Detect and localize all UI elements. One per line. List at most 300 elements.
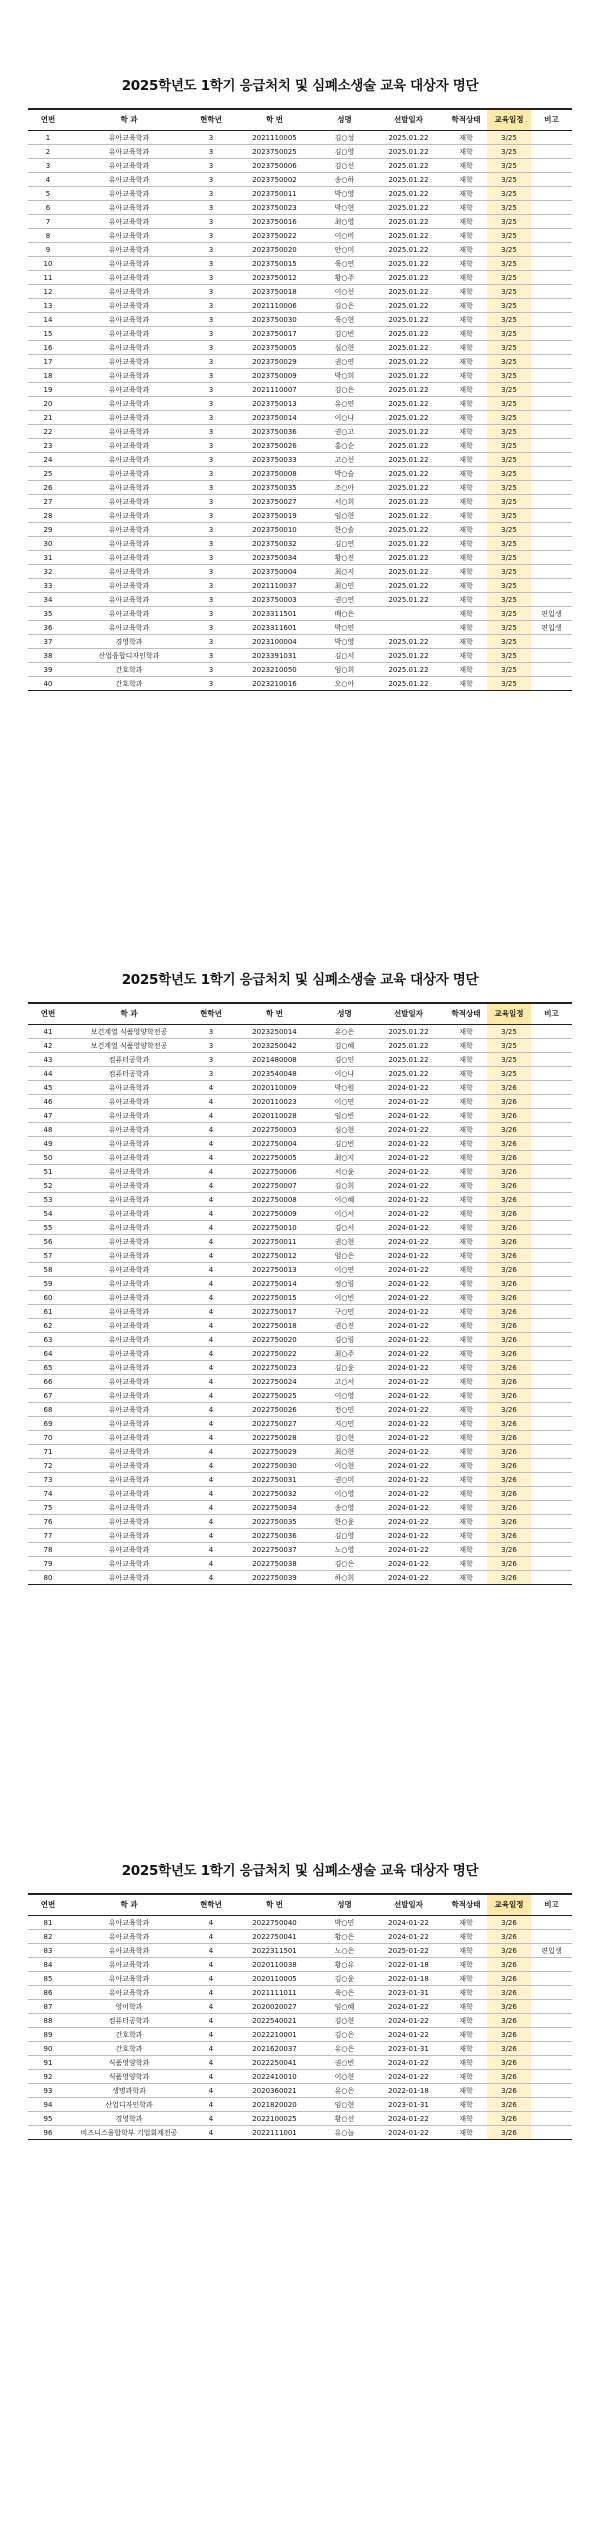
cell-no: 9 <box>28 243 68 257</box>
cell-grade: 3 <box>190 341 232 355</box>
cell-schedule: 3/26 <box>487 1109 531 1123</box>
cell-grade: 3 <box>190 1025 232 1039</box>
col-grade-header: 현학년 <box>190 1003 232 1025</box>
cell-name: 박○원 <box>317 1081 372 1095</box>
cell-selection-date: 2025-01-22 <box>372 1944 445 1958</box>
table-row <box>28 313 572 327</box>
cell-student-id: 2022750039 <box>232 1571 317 1585</box>
cell-student-id: 2021110006 <box>232 299 317 313</box>
cell-note <box>531 467 572 481</box>
table-row <box>28 201 572 215</box>
cell-student-id: 2022750003 <box>232 1123 317 1137</box>
col-note-header: 비고 <box>531 109 572 131</box>
cell-grade: 4 <box>190 2084 232 2098</box>
cell-no: 31 <box>28 551 68 565</box>
table-row <box>28 1207 572 1221</box>
cell-selection-date: 2024-01-22 <box>372 1319 445 1333</box>
cell-schedule: 3/25 <box>487 551 531 565</box>
cell-department: 유아교육학과 <box>68 1207 190 1221</box>
table-row <box>28 173 572 187</box>
cell-department: 유아교육학과 <box>68 1571 190 1585</box>
cell-grade: 4 <box>190 1263 232 1277</box>
cell-status: 재학 <box>445 509 487 523</box>
cell-name: 황○주 <box>317 271 372 285</box>
cell-no: 86 <box>28 1986 68 2000</box>
cell-selection-date: 2024-01-22 <box>372 1263 445 1277</box>
cell-grade: 4 <box>190 1986 232 2000</box>
cell-no: 80 <box>28 1571 68 1585</box>
cell-schedule: 3/25 <box>487 663 531 677</box>
cell-student-id: 2023750032 <box>232 537 317 551</box>
cell-no: 50 <box>28 1151 68 1165</box>
cell-note <box>531 1137 572 1151</box>
cell-selection-date: 2024-01-22 <box>372 1501 445 1515</box>
cell-no: 60 <box>28 1291 68 1305</box>
table-row <box>28 369 572 383</box>
cell-no: 5 <box>28 187 68 201</box>
cell-student-id: 2023311601 <box>232 621 317 635</box>
cell-status: 재학 <box>445 1221 487 1235</box>
cell-status: 재학 <box>445 607 487 621</box>
col-status-header: 학적상태 <box>445 1003 487 1025</box>
cell-department: 유아교육학과 <box>68 1249 190 1263</box>
cell-schedule: 3/25 <box>487 187 531 201</box>
cell-selection-date: 2024-01-22 <box>372 1333 445 1347</box>
cell-no: 1 <box>28 131 68 145</box>
cell-selection-date: 2025.01.22 <box>372 537 445 551</box>
cell-student-id: 2022750031 <box>232 1473 317 1487</box>
cell-department: 유아교육학과 <box>68 1375 190 1389</box>
cell-grade: 3 <box>190 173 232 187</box>
cell-note <box>531 663 572 677</box>
cell-student-id: 2023750008 <box>232 467 317 481</box>
cell-note <box>531 1445 572 1459</box>
cell-student-id: 2020360021 <box>232 2084 317 2098</box>
cell-student-id: 2023750003 <box>232 593 317 607</box>
cell-status: 재학 <box>445 1235 487 1249</box>
cell-selection-date: 2025.01.22 <box>372 285 445 299</box>
cell-department: 유아교육학과 <box>68 439 190 453</box>
cell-grade: 3 <box>190 383 232 397</box>
cell-name: 김○은 <box>317 383 372 397</box>
cell-schedule: 3/26 <box>487 1972 531 1986</box>
cell-student-id: 2022210001 <box>232 2028 317 2042</box>
cell-name: 박○슬 <box>317 467 372 481</box>
cell-name: 하○희 <box>317 1571 372 1585</box>
table-row <box>28 1123 572 1137</box>
cell-status: 재학 <box>445 1529 487 1543</box>
cell-selection-date: 2025.01.22 <box>372 201 445 215</box>
cell-no: 95 <box>28 2112 68 2126</box>
cell-grade: 3 <box>190 481 232 495</box>
cell-name: 최○현 <box>317 1445 372 1459</box>
table-row <box>28 495 572 509</box>
cell-student-id: 2022750028 <box>232 1431 317 1445</box>
col-schedule-header: 교육일정 <box>487 1894 531 1916</box>
cell-status: 재학 <box>445 285 487 299</box>
cell-grade: 4 <box>190 1333 232 1347</box>
cell-student-id: 2023750015 <box>232 257 317 271</box>
cell-status: 재학 <box>445 1958 487 1972</box>
cell-grade: 4 <box>190 2014 232 2028</box>
cell-name: 이○영 <box>317 1389 372 1403</box>
table-row <box>28 229 572 243</box>
cell-name: 육○은 <box>317 1986 372 2000</box>
cell-selection-date: 2024-01-22 <box>372 1347 445 1361</box>
cell-grade: 4 <box>190 1375 232 1389</box>
table-header-row <box>28 109 572 131</box>
cell-status: 재학 <box>445 1515 487 1529</box>
cell-name: 김○은 <box>317 299 372 313</box>
cell-student-id: 2023750020 <box>232 243 317 257</box>
cell-note <box>531 1529 572 1543</box>
cell-department: 유아교육학과 <box>68 1333 190 1347</box>
cell-no: 62 <box>28 1319 68 1333</box>
cell-selection-date: 2025.01.22 <box>372 677 445 691</box>
cell-note <box>531 593 572 607</box>
table-row <box>28 1347 572 1361</box>
cell-status: 재학 <box>445 1291 487 1305</box>
cell-grade: 4 <box>190 1972 232 1986</box>
cell-grade: 3 <box>190 299 232 313</box>
cell-name: 오○아 <box>317 677 372 691</box>
table-row <box>28 467 572 481</box>
cell-grade: 4 <box>190 1445 232 1459</box>
cell-note <box>531 341 572 355</box>
cell-no: 92 <box>28 2070 68 2084</box>
cell-status: 재학 <box>445 313 487 327</box>
cell-status: 재학 <box>445 1403 487 1417</box>
cell-selection-date: 2025.01.22 <box>372 425 445 439</box>
col-name-header: 성명 <box>317 1894 372 1916</box>
table-row <box>28 2028 572 2042</box>
cell-schedule: 3/25 <box>487 439 531 453</box>
cell-student-id: 2022750026 <box>232 1403 317 1417</box>
cell-no: 58 <box>28 1263 68 1277</box>
cell-schedule: 3/26 <box>487 1557 531 1571</box>
cell-grade: 4 <box>190 1529 232 1543</box>
cell-name: 김○희 <box>317 1179 372 1193</box>
cell-department: 유아교육학과 <box>68 537 190 551</box>
table-row <box>28 1972 572 1986</box>
cell-grade: 4 <box>190 2028 232 2042</box>
cell-student-id: 2023210050 <box>232 663 317 677</box>
table-row <box>28 355 572 369</box>
cell-name: 고○선 <box>317 453 372 467</box>
cell-grade: 3 <box>190 369 232 383</box>
table-row <box>28 1039 572 1053</box>
col-schedule-header: 교육일정 <box>487 1003 531 1025</box>
cell-department: 유아교육학과 <box>68 229 190 243</box>
cell-no: 96 <box>28 2126 68 2140</box>
cell-name: 김○윤 <box>317 1972 372 1986</box>
cell-department: 유아교육학과 <box>68 579 190 593</box>
cell-student-id: 2023750005 <box>232 341 317 355</box>
col-department-header: 학 과 <box>68 1894 190 1916</box>
cell-schedule: 3/25 <box>487 327 531 341</box>
table-row <box>28 2112 572 2126</box>
document-title: 2025학년도 1학기 응급처치 및 심폐소생술 교육 대상자 명단 <box>121 78 479 94</box>
cell-name: 김○인 <box>317 1053 372 1067</box>
cell-name: 유○은 <box>317 1025 372 1039</box>
cell-note <box>531 2098 572 2112</box>
cell-note <box>531 2028 572 2042</box>
cell-no: 83 <box>28 1944 68 1958</box>
table-row <box>28 2056 572 2070</box>
cell-no: 3 <box>28 159 68 173</box>
cell-name: 최○주 <box>317 1347 372 1361</box>
cell-status: 재학 <box>445 467 487 481</box>
cell-department: 유아교육학과 <box>68 215 190 229</box>
cell-note <box>531 481 572 495</box>
cell-selection-date: 2025.01.22 <box>372 453 445 467</box>
cell-status: 재학 <box>445 579 487 593</box>
cell-grade: 3 <box>190 537 232 551</box>
col-no-header: 연번 <box>28 1894 68 1916</box>
cell-schedule: 3/25 <box>487 1067 531 1081</box>
cell-grade: 4 <box>190 1501 232 1515</box>
cell-grade: 4 <box>190 2056 232 2070</box>
cell-note <box>531 1165 572 1179</box>
cell-department: 유아교육학과 <box>68 593 190 607</box>
cell-name: 최○지 <box>317 1151 372 1165</box>
cell-student-id: 2022750017 <box>232 1305 317 1319</box>
cell-department: 간호학과 <box>68 677 190 691</box>
cell-department: 유아교육학과 <box>68 341 190 355</box>
cell-note: 편입생 <box>531 607 572 621</box>
cell-note <box>531 1501 572 1515</box>
cell-status: 재학 <box>445 1930 487 1944</box>
table-row <box>28 257 572 271</box>
cell-no: 55 <box>28 1221 68 1235</box>
cell-status: 재학 <box>445 2028 487 2042</box>
cell-status: 재학 <box>445 2042 487 2056</box>
cell-department: 컴퓨터공학과 <box>68 1053 190 1067</box>
cell-name: 김○현 <box>317 1431 372 1445</box>
cell-student-id: 2022750041 <box>232 1930 317 1944</box>
cell-grade: 3 <box>190 271 232 285</box>
cell-name: 전○민 <box>317 1403 372 1417</box>
cell-schedule: 3/25 <box>487 271 531 285</box>
cell-schedule: 3/26 <box>487 2014 531 2028</box>
cell-student-id: 2023750025 <box>232 145 317 159</box>
cell-department: 유아교육학과 <box>68 1431 190 1445</box>
cell-schedule: 3/26 <box>487 1221 531 1235</box>
cell-name: 박○민 <box>317 1916 372 1930</box>
cell-selection-date: 2025.01.22 <box>372 327 445 341</box>
cell-note <box>531 1235 572 1249</box>
cell-selection-date: 2025.01.22 <box>372 257 445 271</box>
cell-department: 유아교육학과 <box>68 159 190 173</box>
cell-grade: 4 <box>190 1123 232 1137</box>
cell-grade: 4 <box>190 1193 232 1207</box>
table-row <box>28 1501 572 1515</box>
cell-no: 41 <box>28 1025 68 1039</box>
table-row <box>28 327 572 341</box>
cell-status: 재학 <box>445 1333 487 1347</box>
cell-no: 17 <box>28 355 68 369</box>
table-row <box>28 215 572 229</box>
col-schedule-header: 교육일정 <box>487 109 531 131</box>
cell-name: 김○은 <box>317 1557 372 1571</box>
cell-student-id: 2022750010 <box>232 1221 317 1235</box>
cell-note <box>531 1361 572 1375</box>
cell-name: 김○서 <box>317 649 372 663</box>
cell-name: 권○연 <box>317 593 372 607</box>
table-row <box>28 159 572 173</box>
cell-name: 임○빈 <box>317 1109 372 1123</box>
cell-note <box>531 1916 572 1930</box>
col-selection-date-header: 선발일자 <box>372 1003 445 1025</box>
cell-student-id: 2022750030 <box>232 1459 317 1473</box>
cell-selection-date: 2025.01.22 <box>372 1053 445 1067</box>
cell-note <box>531 439 572 453</box>
cell-selection-date: 2022-01-18 <box>372 1972 445 1986</box>
cell-name: 임○현 <box>317 509 372 523</box>
cell-no: 32 <box>28 565 68 579</box>
cell-note <box>531 327 572 341</box>
cell-department: 유아교육학과 <box>68 355 190 369</box>
table-row <box>28 2000 572 2014</box>
cell-department: 유아교육학과 <box>68 187 190 201</box>
cell-name: 박○희 <box>317 369 372 383</box>
cell-student-id: 2021111011 <box>232 1986 317 2000</box>
cell-department: 유아교육학과 <box>68 1389 190 1403</box>
cell-selection-date: 2025.01.22 <box>372 481 445 495</box>
cell-no: 91 <box>28 2056 68 2070</box>
cell-department: 유아교육학과 <box>68 453 190 467</box>
cell-status: 재학 <box>445 635 487 649</box>
cell-schedule: 3/26 <box>487 1515 531 1529</box>
cell-student-id: 2022750032 <box>232 1487 317 1501</box>
cell-no: 33 <box>28 579 68 593</box>
cell-schedule: 3/26 <box>487 1263 531 1277</box>
cell-selection-date: 2025.01.22 <box>372 383 445 397</box>
cell-department: 영어학과 <box>68 2000 190 2014</box>
cell-status: 재학 <box>445 1123 487 1137</box>
table-row <box>28 1375 572 1389</box>
cell-name: 김○은 <box>317 2028 372 2042</box>
table-row <box>28 1109 572 1123</box>
cell-department: 비즈니스융합학부 기업회계전공 <box>68 2126 190 2140</box>
cell-name: 박○현 <box>317 201 372 215</box>
cell-student-id: 2022750012 <box>232 1249 317 1263</box>
cell-student-id: 2023750010 <box>232 523 317 537</box>
table-row <box>28 523 572 537</box>
table-row <box>28 635 572 649</box>
cell-student-id: 2022111001 <box>232 2126 317 2140</box>
cell-name: 노○영 <box>317 1543 372 1557</box>
roster-table <box>28 1893 572 2140</box>
cell-grade: 3 <box>190 1039 232 1053</box>
cell-department: 유아교육학과 <box>68 1291 190 1305</box>
table-row <box>28 677 572 691</box>
cell-student-id: 2021620037 <box>232 2042 317 2056</box>
cell-schedule: 3/25 <box>487 215 531 229</box>
cell-schedule: 3/25 <box>487 1039 531 1053</box>
cell-name: 김○혜 <box>317 1039 372 1053</box>
table-row <box>28 1235 572 1249</box>
cell-schedule: 3/25 <box>487 1053 531 1067</box>
cell-no: 61 <box>28 1305 68 1319</box>
cell-note <box>531 677 572 691</box>
table-row <box>28 537 572 551</box>
cell-department: 산업융합디자인학과 <box>68 649 190 663</box>
cell-name: 김○선 <box>317 159 372 173</box>
cell-name: 임○혜 <box>317 2000 372 2014</box>
cell-status: 재학 <box>445 173 487 187</box>
cell-student-id: 2023100004 <box>232 635 317 649</box>
cell-department: 유아교육학과 <box>68 1137 190 1151</box>
cell-grade: 3 <box>190 467 232 481</box>
cell-status: 재학 <box>445 1445 487 1459</box>
cell-name: 황○은 <box>317 1930 372 1944</box>
cell-student-id: 2022750023 <box>232 1361 317 1375</box>
cell-grade: 3 <box>190 649 232 663</box>
cell-grade: 4 <box>190 1305 232 1319</box>
cell-name: 박○영 <box>317 635 372 649</box>
cell-note <box>531 369 572 383</box>
cell-department: 생명과학과 <box>68 2084 190 2098</box>
cell-note <box>531 1403 572 1417</box>
cell-name: 육○연 <box>317 257 372 271</box>
cell-student-id: 2021480008 <box>232 1053 317 1067</box>
cell-student-id: 2022750035 <box>232 1515 317 1529</box>
cell-no: 93 <box>28 2084 68 2098</box>
cell-name: 이○서 <box>317 1207 372 1221</box>
cell-selection-date: 2024-01-22 <box>372 1291 445 1305</box>
cell-schedule: 3/25 <box>487 355 531 369</box>
table-row <box>28 1557 572 1571</box>
cell-schedule: 3/25 <box>487 257 531 271</box>
cell-no: 53 <box>28 1193 68 1207</box>
cell-name: 최○민 <box>317 579 372 593</box>
cell-department: 유아교육학과 <box>68 1235 190 1249</box>
cell-selection-date: 2025.01.22 <box>372 299 445 313</box>
cell-note <box>531 1207 572 1221</box>
cell-status: 재학 <box>445 1039 487 1053</box>
cell-status: 재학 <box>445 1473 487 1487</box>
cell-schedule: 3/26 <box>487 1095 531 1109</box>
cell-no: 22 <box>28 425 68 439</box>
cell-student-id: 2023750009 <box>232 369 317 383</box>
cell-student-id: 2023750029 <box>232 355 317 369</box>
cell-no: 35 <box>28 607 68 621</box>
table-row <box>28 341 572 355</box>
cell-student-id: 2022750018 <box>232 1319 317 1333</box>
cell-grade: 4 <box>190 1417 232 1431</box>
cell-selection-date: 2025.01.22 <box>372 369 445 383</box>
cell-status: 재학 <box>445 425 487 439</box>
table-row <box>28 2014 572 2028</box>
cell-status: 재학 <box>445 187 487 201</box>
cell-selection-date: 2025.01.22 <box>372 355 445 369</box>
cell-no: 84 <box>28 1958 68 1972</box>
cell-grade: 3 <box>190 593 232 607</box>
cell-schedule: 3/26 <box>487 2084 531 2098</box>
cell-note <box>531 1305 572 1319</box>
cell-schedule: 3/26 <box>487 1487 531 1501</box>
cell-name: 노○은 <box>317 1944 372 1958</box>
cell-no: 47 <box>28 1109 68 1123</box>
cell-student-id: 2022311501 <box>232 1944 317 1958</box>
cell-status: 재학 <box>445 481 487 495</box>
table-row <box>28 2042 572 2056</box>
table-row <box>28 187 572 201</box>
cell-selection-date: 2023-01-31 <box>372 1986 445 2000</box>
cell-status: 재학 <box>445 1557 487 1571</box>
cell-schedule: 3/26 <box>487 2126 531 2140</box>
